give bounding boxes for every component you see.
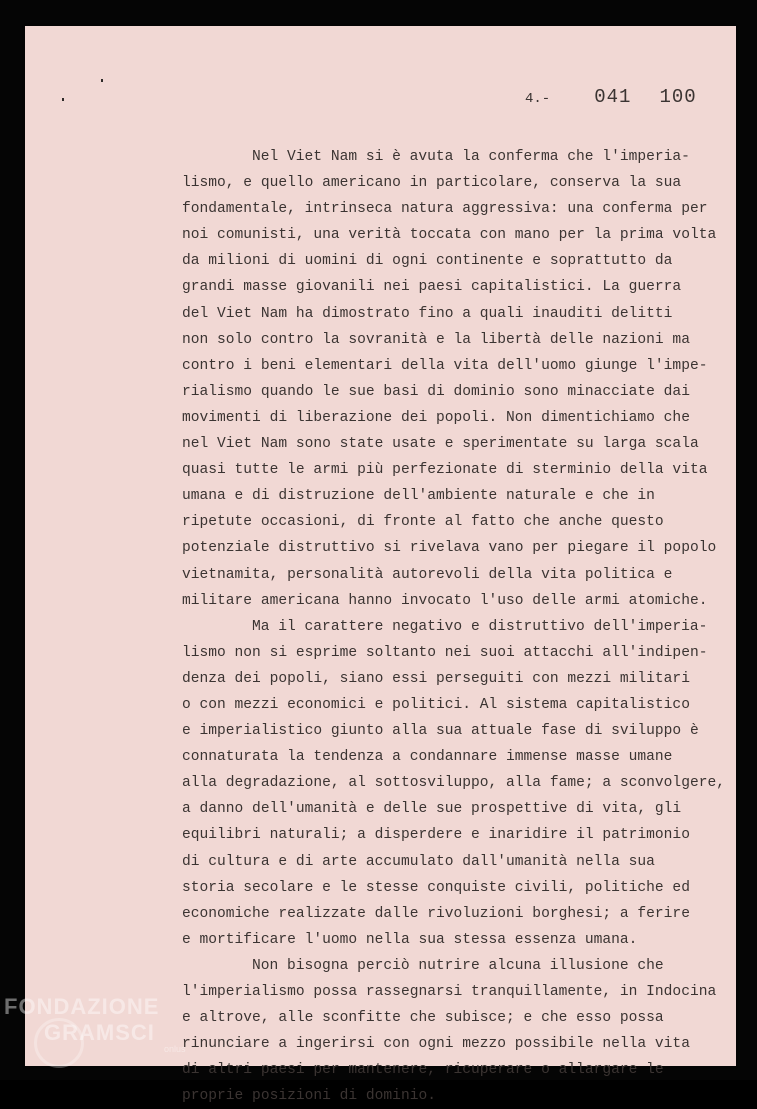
- document-code-part: 100: [659, 86, 697, 108]
- text-line: proprie posizioni di dominio.: [182, 1088, 436, 1105]
- text-line: a danno dell'umanità e delle sue prospettive di vita, gli: [182, 801, 682, 818]
- fondazione-gramsci-watermark: [4, 994, 194, 1080]
- paragraph: [182, 953, 727, 1109]
- paragraph: [182, 614, 727, 953]
- text-line: denza dei popoli, siano essi perseguiti con mezzi militari: [182, 670, 690, 687]
- text-line: rinunciare a ingerirsi con ogni mezzo possibile nella vita: [182, 1036, 690, 1053]
- text-line: ripetute occasioni, di fronte al fatto che anche questo: [182, 514, 664, 531]
- text-line: contro i beni elementari della vita dell'uomo giunge l'impe-: [182, 357, 708, 374]
- text-line: movimenti di liberazione dei popoli. Non dimentichiamo che: [182, 409, 690, 426]
- text-line: rialismo quando le sue basi di dominio sono minacciate dai: [182, 383, 690, 400]
- text-line: e altrove, alle sconfitte che subisce; e che esso possa: [182, 1010, 664, 1027]
- document-code-part: 041: [594, 86, 632, 108]
- text-line: potenziale distruttivo si rivelava vano per piegare il popolo: [182, 540, 717, 557]
- text-line: nel Viet Nam sono state usate e sperimentate su larga scala: [182, 436, 699, 453]
- text-line: l'imperialismo possa rassegnarsi tranquillamente, in Indocina: [182, 984, 717, 1000]
- text-line: non solo contro la sovranità e la libertà delle nazioni ma: [182, 331, 690, 348]
- text-line: di altri paesi per mantenere, ricuperare o allargare le: [182, 1062, 664, 1079]
- text-line: lismo, e quello americano in particolare, conserva la sua: [182, 175, 682, 192]
- text-line: e mortificare l'uomo nella sua stessa essenza umana.: [182, 931, 638, 948]
- watermark-line: GRAMSCI: [44, 1020, 155, 1045]
- watermark-line: onlus: [164, 1044, 186, 1054]
- text-line: alla degradazione, al sottosviluppo, alla fame; a sconvolgere,: [182, 775, 725, 792]
- text-line: lismo non si esprime soltanto nei suoi attacchi all'indipen-: [182, 644, 708, 661]
- text-line: di cultura e di arte accumulato dall'umanità nella sua: [182, 853, 655, 870]
- text-line: e imperialistico giunto alla sua attuale fase di sviluppo è: [182, 723, 699, 740]
- paragraph: [182, 144, 727, 614]
- text-line: o con mezzi economici e politici. Al sistema capitalistico: [182, 696, 690, 713]
- text-line: grandi masse giovanili nei paesi capitalistici. La guerra: [182, 279, 682, 296]
- page-number: 4.-: [525, 91, 551, 107]
- text-line: militare americana hanno invocato l'uso delle armi atomiche.: [182, 592, 708, 609]
- text-line: del Viet Nam ha dimostrato fino a quali inauditi delitti: [182, 305, 673, 322]
- ink-speck: [62, 98, 64, 101]
- text-line: da milioni di uomini di ogni continente e soprattutto da: [182, 253, 673, 270]
- text-line: connaturata la tendenza a condannare immense masse umane: [182, 749, 673, 766]
- watermark-line: FONDAZIONE: [4, 994, 160, 1019]
- text-line: vietnamita, personalità autorevoli della vita politica e: [182, 566, 673, 583]
- document-code: [594, 86, 696, 108]
- text-line: Non bisogna perciò nutrire alcuna illusione che: [252, 957, 664, 974]
- text-line: Ma il carattere negativo e distruttivo dell'imperia-: [252, 618, 708, 635]
- text-line: economiche realizzate dalle rivoluzioni borghesi; a ferire: [182, 905, 690, 922]
- text-line: equilibri naturali; a disperdere e inaridire il patrimonio: [182, 827, 690, 844]
- page-header: [525, 86, 697, 108]
- text-line: quasi tutte le armi più perfezionate di sterminio della vita: [182, 462, 708, 479]
- document-body: [182, 144, 727, 1109]
- typewritten-page: [25, 26, 736, 1105]
- text-line: fondamentale, intrinseca natura aggressiva: una conferma per: [182, 201, 708, 218]
- text-line: storia secolare e le stesse conquiste civili, politiche ed: [182, 879, 690, 896]
- ink-speck: [101, 79, 103, 82]
- text-line: noi comunisti, una verità toccata con mano per la prima volta: [182, 227, 717, 244]
- text-line: Nel Viet Nam si è avuta la conferma che l'imperia-: [252, 149, 690, 165]
- text-line: umana e di distruzione dell'ambiente naturale e che in: [182, 488, 655, 505]
